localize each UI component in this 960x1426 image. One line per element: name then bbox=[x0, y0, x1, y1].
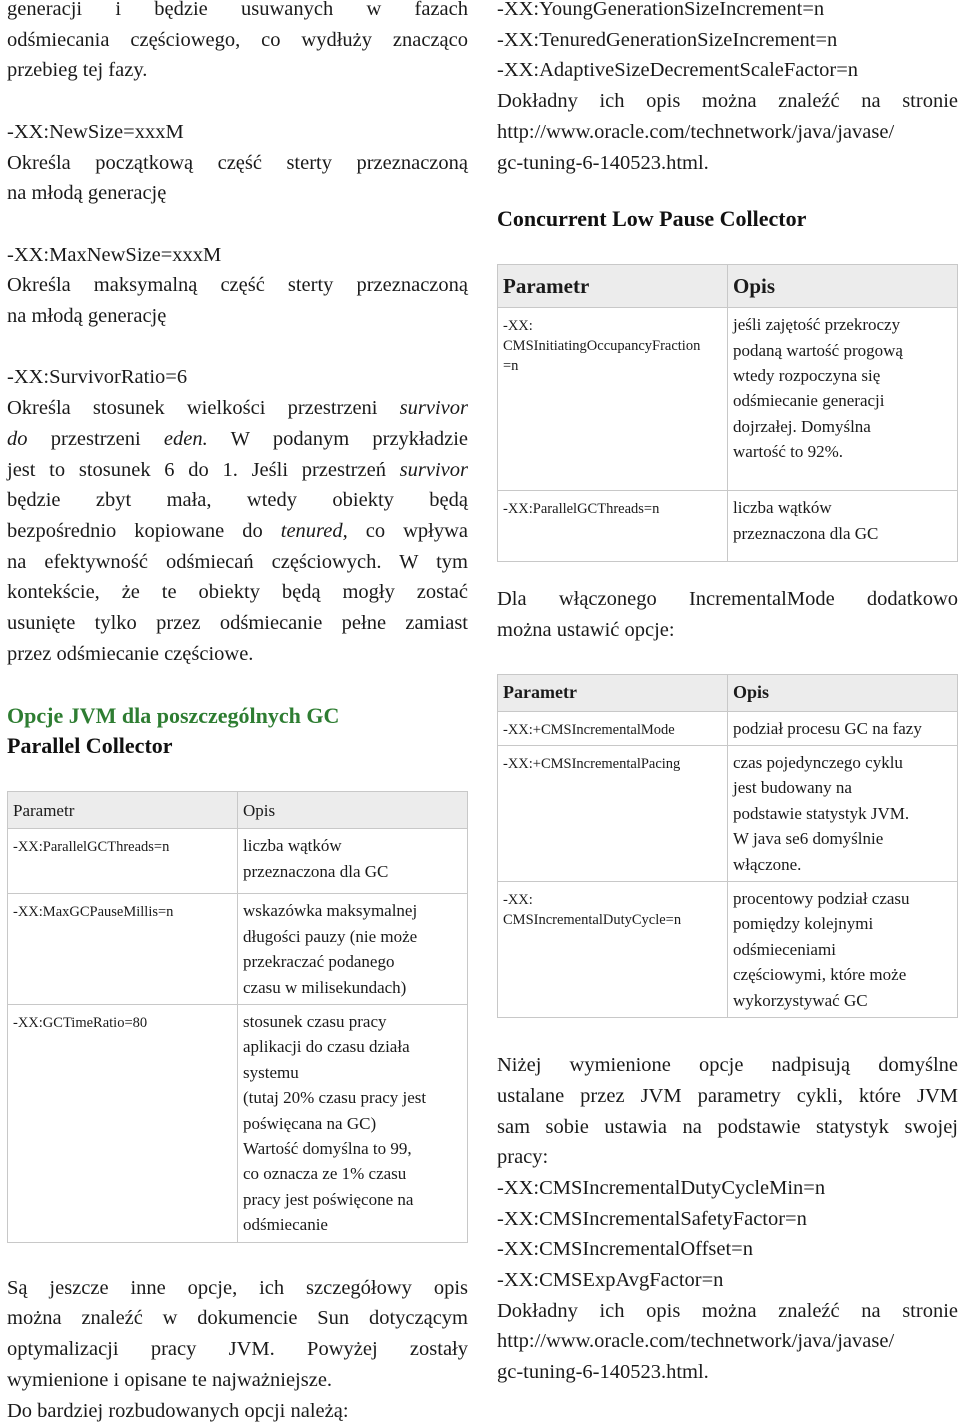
text-line: -XX:YoungGenerationSizeIncrement=n bbox=[497, 0, 825, 20]
text-line: Są jeszcze inne opcje, ich szczegółowy opis bbox=[7, 1276, 468, 1299]
option-desc: będzie zbyt mała, wtedy obiekty będą bbox=[7, 489, 468, 512]
option-name: -XX:SurvivorRatio=6 bbox=[7, 366, 188, 389]
table-row bbox=[498, 882, 958, 1018]
table-header-row bbox=[498, 674, 958, 711]
url-line[interactable]: gc-tuning-6-140523.html. bbox=[497, 151, 709, 174]
url-line[interactable]: gc-tuning-6-140523.html. bbox=[497, 1361, 709, 1384]
incremental-paragraph bbox=[497, 584, 958, 645]
newsize-option bbox=[7, 117, 468, 209]
desc-cell: czas pojedynczego cyklu jest budowany na podstawie statystyk JVM. W java se6 domyślnie włączone. bbox=[728, 746, 958, 882]
column-header-desc: Opis bbox=[728, 265, 958, 308]
param-cell: -XX:ParallelGCThreads=n bbox=[498, 491, 728, 562]
text-line: generacji i będzie usuwanych w fazach bbox=[7, 0, 468, 20]
column-header-param: Parametr bbox=[498, 265, 728, 308]
option-desc: na młodą generację bbox=[7, 305, 167, 327]
option-desc: bezpośrednio kopiowane do tenured, co wpływa bbox=[7, 519, 468, 542]
maxnewsize-option bbox=[7, 240, 468, 332]
table-row bbox=[8, 1005, 468, 1243]
param-cell: -XX:ParallelGCThreads=n bbox=[8, 829, 238, 894]
text-line: optymalizacji pracy JVM. Powyżej zostały bbox=[7, 1338, 468, 1361]
text-line: -XX:CMSIncrementalSafetyFactor=n bbox=[497, 1207, 807, 1230]
option-name: -XX:MaxNewSize=xxxM bbox=[7, 243, 222, 266]
option-desc: Określa stosunek wielkości przestrzeni survivor bbox=[7, 397, 468, 420]
option-desc: na młodą generację bbox=[7, 182, 167, 205]
column-header-desc: Opis bbox=[728, 674, 958, 711]
desc-cell: liczba wątków przeznaczona dla GC bbox=[728, 491, 958, 562]
text-line: odśmiecania częściowego, co wydłuży znacząco bbox=[7, 28, 468, 51]
cms-title: Concurrent Low Pause Collector bbox=[497, 206, 807, 232]
option-name: -XX:NewSize=xxxM bbox=[7, 120, 184, 143]
right-column bbox=[497, 0, 958, 1388]
text-line: przebieg tej fazy. bbox=[7, 59, 148, 82]
desc-cell: podział procesu GC na fazy bbox=[728, 711, 958, 745]
table-row bbox=[498, 491, 958, 562]
survivor-option bbox=[7, 362, 468, 669]
desc-cell: procentowy podział czasu pomiędzy kolejnymi odśmieceniami częściowymi, które może wykorzystywać GC bbox=[728, 882, 958, 1018]
param-cell: -XX: CMSIncrementalDutyCycle=n bbox=[498, 882, 728, 1018]
text-line: Niżej wymienione opcje nadpisują domyślne bbox=[497, 1054, 958, 1077]
text-line: można ustawić opcje: bbox=[497, 618, 675, 641]
table-row bbox=[498, 746, 958, 882]
table-row bbox=[498, 308, 958, 491]
text-line: pracy: bbox=[497, 1146, 549, 1169]
table-row bbox=[8, 829, 468, 894]
top-paragraph bbox=[497, 0, 958, 178]
table-header-row bbox=[498, 265, 958, 308]
intro-paragraph bbox=[7, 0, 468, 86]
param-cell: -XX: CMSInitiatingOccupancyFraction =n bbox=[498, 308, 728, 491]
option-desc: przez odśmiecanie częściowe. bbox=[7, 642, 254, 665]
text-line: Dokładny ich opis można znaleźć na stronie bbox=[497, 1299, 958, 1322]
text-line: można znaleźć w dokumencie Sun dotyczącym bbox=[7, 1307, 468, 1330]
outro-paragraph bbox=[7, 1273, 468, 1426]
option-desc: Określa maksymalną część sterty przeznaczoną bbox=[7, 274, 468, 297]
url-line[interactable]: http://www.oracle.com/technetwork/java/javase/ bbox=[497, 1330, 895, 1353]
desc-cell: wskazówka maksymalnej długości pauzy (nie może przekraczać podanego czasu w milisekundach) bbox=[238, 894, 468, 1005]
parallel-options-table bbox=[7, 791, 468, 1242]
text-line: wymienione i opisane te najważniejsze. bbox=[7, 1368, 333, 1391]
incremental-options-table bbox=[497, 674, 958, 1018]
text-line: -XX:CMSIncrementalDutyCycleMin=n bbox=[497, 1176, 826, 1199]
section-title: Opcje JVM dla poszczególnych GC bbox=[7, 703, 340, 729]
option-desc: na efektywność odśmiecań częściowych. W tym bbox=[7, 550, 468, 573]
option-desc: kontekście, że te obiekty będą mogły zostać bbox=[7, 581, 468, 604]
text-line: -XX:CMSIncrementalOffset=n bbox=[497, 1238, 753, 1261]
text-line: Dokładny ich opis można znaleźć na stronie bbox=[497, 90, 958, 113]
table-header-row bbox=[8, 792, 468, 829]
desc-cell: jeśli zajętość przekroczy podaną wartość progową wtedy rozpoczyna się odśmiecanie generacji dojrzałej. Domyślna wartość to 92%. bbox=[728, 308, 958, 491]
cms-options-table bbox=[497, 264, 958, 562]
left-column bbox=[7, 0, 468, 1426]
text-line: -XX:CMSExpAvgFactor=n bbox=[497, 1269, 724, 1292]
bottom-paragraph bbox=[497, 1050, 958, 1388]
text-line: Dla włączonego IncrementalMode dodatkowo bbox=[497, 588, 958, 611]
option-desc: Określa początkową część sterty przeznaczoną bbox=[7, 151, 468, 174]
column-header-param: Parametr bbox=[8, 792, 238, 829]
text-line: Do bardziej rozbudowanych opcji należą: bbox=[7, 1399, 349, 1422]
param-cell: -XX:+CMSIncrementalMode bbox=[498, 711, 728, 745]
table-row bbox=[8, 894, 468, 1005]
column-header-desc: Opis bbox=[238, 792, 468, 829]
table-row bbox=[498, 711, 958, 745]
column-header-param: Parametr bbox=[498, 674, 728, 711]
parallel-collector-title: Parallel Collector bbox=[7, 733, 173, 759]
text-line: sam sobie ustawia na podstawie statystyk swojej bbox=[497, 1115, 958, 1138]
option-desc: usunięte tylko przez odśmiecanie pełne zamiast bbox=[7, 612, 468, 635]
param-cell: -XX:+CMSIncrementalPacing bbox=[498, 746, 728, 882]
text-line: ustalane przez JVM parametry cykli, które JVM bbox=[497, 1084, 958, 1107]
option-desc: do przestrzeni eden. W podanym przykładzie bbox=[7, 427, 468, 450]
text-line: -XX:AdaptiveSizeDecrementScaleFactor=n bbox=[497, 59, 859, 82]
option-desc: jest to stosunek 6 do 1. Jeśli przestrzeń survivor bbox=[7, 458, 468, 481]
text-line: -XX:TenuredGenerationSizeIncrement=n bbox=[497, 28, 838, 51]
param-cell: -XX:MaxGCPauseMillis=n bbox=[8, 894, 238, 1005]
desc-cell: liczba wątków przeznaczona dla GC bbox=[238, 829, 468, 894]
desc-cell: stosunek czasu pracy aplikacji do czasu działa systemu (tutaj 20% czasu pracy jest poświęcana na GC) Wartość domyślna to 99, co oznacza ze 1% czasu pracy jest poświęcone na odśmiecanie bbox=[238, 1005, 468, 1243]
url-line[interactable]: http://www.oracle.com/technetwork/java/javase/ bbox=[497, 120, 895, 143]
param-cell: -XX:GCTimeRatio=80 bbox=[8, 1005, 238, 1243]
